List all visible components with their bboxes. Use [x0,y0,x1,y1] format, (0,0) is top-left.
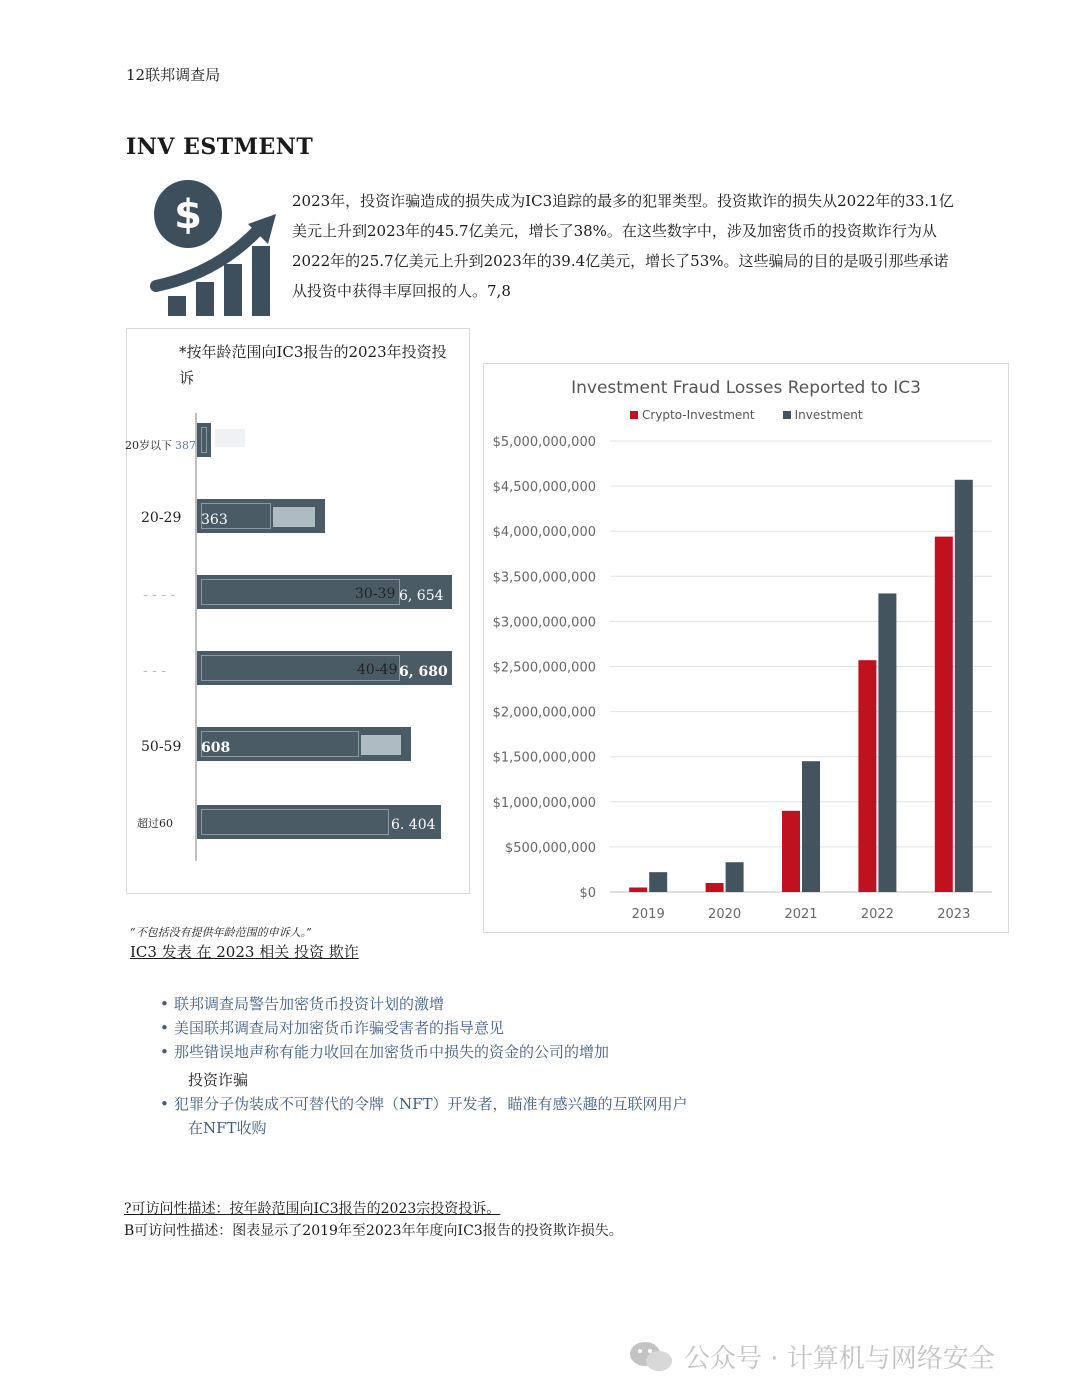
related-links: • 联邦调查局警告加密货币投资计划的激增 • 美国联邦调查局对加密货币诈骗受害者的指导意见 • 那些错误地声称有能力收回在加密货币中损失的资金的公司的增加 投资诈骗 • 犯罪分子伪装成不可替代的令牌（NFT）开发者，瞄准有感兴趣的互联网用户 在NFT收购 [160,992,688,1140]
legend-label: Crypto-Investment [642,408,755,422]
x-tick-label: 2019 [631,907,665,922]
link-item[interactable]: 联邦调查局警告加密货币投资计划的激增 [174,995,445,1013]
watermark-text: 公众号 · 计算机与网络安全 [684,1344,995,1374]
svg-text:$: $ [174,192,202,238]
age-row-label: 20岁以下 [125,439,172,452]
bar-crypto-investment [782,811,800,892]
age-row-label: 50-59 [141,739,182,755]
age-row-label: 30-39 [355,586,396,602]
bar-crypto-investment [706,883,724,892]
accessibility-description: B可访问性描述：图表显示了2019年至2023年年度向IC3报告的投资欺诈损失。 [124,1223,623,1239]
age-bar [197,423,211,457]
x-tick-label: 2022 [860,907,894,922]
age-bar-value: 6, 680 [399,664,448,680]
bar-crypto-investment [629,887,647,892]
y-tick-label: $1,000,000,000 [492,795,596,811]
link-item[interactable]: 犯罪分子伪装成不可替代的令牌（NFT）开发者，瞄准有感兴趣的互联网用户 [174,1095,688,1113]
accessibility-description: ?可访问性描述：按年龄范围向IC3报告的2023宗投资投诉。 [124,1201,501,1217]
age-chart-axis [195,413,197,861]
age-bar-value: 608 [201,740,231,756]
y-tick-label: $3,500,000,000 [492,570,596,586]
dollar-growth-icon [148,178,284,320]
page-header: 12联邦调查局 [126,66,221,84]
watermark [628,1338,995,1375]
y-tick-label: $500,000,000 [505,840,596,856]
chart-title: Investment Fraud Losses Reported to IC3 [571,378,921,398]
bar-investment [878,593,896,892]
y-tick-label: $2,000,000,000 [492,705,596,721]
y-tick-label: $1,500,000,000 [492,750,596,766]
link-item-continuation[interactable]: 在NFT收购 [188,1119,267,1137]
age-row-label: 超过60 [137,817,173,830]
chart-plot [484,364,1008,932]
legend-label: Investment [794,408,863,422]
age-bar-value: 6, 654 [399,588,444,604]
link-item[interactable]: 那些错误地声称有能力收回在加密货币中损失的资金的公司的增加 [174,1043,610,1061]
age-row-label: 20-29 [141,510,182,526]
age-bar-value: 6. 404 [391,817,436,833]
bar-investment [802,761,820,892]
link-item[interactable]: 美国联邦调查局对加密货币诈骗受害者的指导意见 [174,1019,505,1037]
y-tick-label: $4,500,000,000 [492,480,596,496]
link-item-continuation: 投资诈骗 [188,1071,249,1089]
bar-investment [649,872,667,892]
bar-crypto-investment [858,660,876,892]
age-complaints-chart: *按年龄范围向IC3报告的2023年投资投诉 20岁以下 387 20-29 363 - - - - 30-39 6, 654 - - - 40-49 6, 680 50-59 608 超过60 6. 404 [126,328,470,894]
footnote: “不包括没有提供年龄范围的申诉人。” [130,926,312,939]
x-tick-label: 2021 [784,907,818,922]
y-tick-label: $4,000,000,000 [492,525,596,541]
fraud-losses-chart [483,363,1009,933]
bar-crypto-investment [935,537,953,892]
bar-investment [955,480,973,892]
x-tick-label: 2020 [708,907,742,922]
section-title: INV ESTMENT [126,134,314,160]
y-tick-label: $2,500,000,000 [492,660,596,676]
age-bar-value: 387 [175,439,196,452]
y-tick-label: $3,000,000,000 [492,615,596,631]
age-bar-value: 363 [201,512,228,528]
age-chart-title: *按年龄范围向IC3报告的2023年投资投诉 [179,343,447,387]
x-tick-label: 2023 [937,907,971,922]
bar-investment [726,862,744,892]
y-tick-label: $0 [579,886,596,901]
age-row-label: 40-49 [357,662,398,678]
chart-caption-link[interactable]: IC3 发表 在 2023 相关 投资 欺诈 [130,943,359,961]
intro-paragraph: 2023年，投资诈骗造成的损失成为IC3追踪的最多的犯罪类型。投资欺诈的损失从2022年的33.1亿美元上升到2023年的45.7亿美元，增长了38%。在这些数字中，涉及加密货币的投资欺诈行为从2022年的25.7亿美元上升到2023年的39.4亿美元，增长了53%。这些骗局的目的是吸引那些承诺从投资中获得丰厚回报的人。7,8 [292,192,954,300]
wechat-icon [628,1340,674,1374]
y-tick-label: $5,000,000,000 [492,435,596,450]
